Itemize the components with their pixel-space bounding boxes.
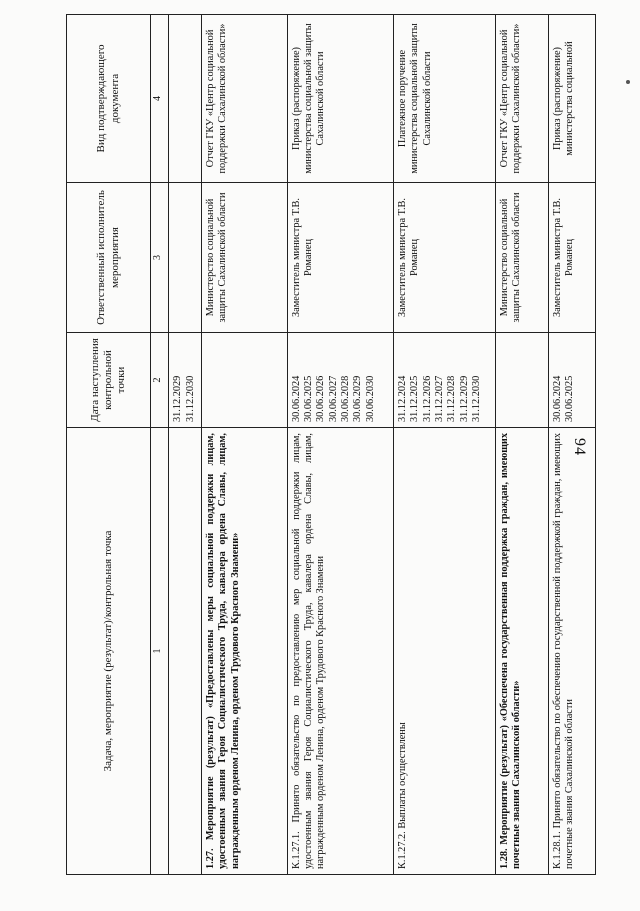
- table-row: [393, 15, 495, 875]
- dates-cell: [287, 333, 393, 428]
- table-row: [495, 15, 548, 875]
- header-task: Задача, мероприятие (результат)/контрольная точка: [67, 428, 151, 875]
- control-points-table: [66, 14, 596, 875]
- task-cell: 1.27. Мероприятие (результат) «Предоставлены меры социальной поддержки лицам, удостоенным звания Героя Социалистического Труда, кавалера ордена Славы, лицам, награжденным орденом Ленина, орденом Трудового Красного Знамени»: [202, 428, 288, 875]
- task-cell: К.1.27.2. Выплаты осуществлены: [393, 428, 495, 875]
- dates-cell: [202, 333, 288, 428]
- date-value: 30.06.2025: [303, 375, 315, 422]
- executor-cell: Заместитель министра Т.В. Романец: [549, 183, 596, 333]
- date-value: 30.06.2024: [552, 375, 563, 422]
- date-value: 30.06.2028: [340, 375, 352, 422]
- date-value: 31.12.2027: [433, 375, 445, 422]
- date-value: 30.06.2026: [315, 375, 327, 422]
- date-value: 30.06.2029: [352, 375, 364, 422]
- date-value: 31.12.2025: [409, 375, 421, 422]
- executor-cell: [169, 183, 202, 333]
- executor-cell: Министерство социальной защиты Сахалинской области: [202, 183, 288, 333]
- date-value: 31.12.2029: [172, 375, 184, 422]
- task-cell: К.1.27.1. Принято обязательство по предоставлению мер социальной поддержки лицам, удостоенным звания Героя Социалистического Труда, кавалера ордена Славы, лицам, награжденным орденом Ленина, орденом Трудового Красного Знамени: [287, 428, 393, 875]
- dates-cell: [549, 333, 596, 428]
- table-header-row: [67, 15, 151, 875]
- document-cell: [169, 15, 202, 183]
- column-number-row: [151, 15, 169, 875]
- date-value: 31.12.2028: [446, 375, 458, 422]
- date-value: 30.06.2030: [364, 375, 376, 422]
- rotated-table-container: [66, 15, 596, 875]
- date-value: 30.06.2027: [327, 375, 339, 422]
- header-date: Дата наступления контрольной точки: [67, 333, 151, 428]
- dates-cell: [169, 333, 202, 428]
- table-row: [169, 15, 202, 875]
- dates-cell: [393, 333, 495, 428]
- task-cell: К.1.28.1. Принято обязательство по обеспечению государственной поддержкой граждан, имеющих почетные звания Сахалинской области: [549, 428, 596, 875]
- date-value: 31.12.2029: [458, 375, 470, 422]
- date-value: 31.12.2030: [184, 375, 196, 422]
- date-value: 31.12.2024: [396, 375, 408, 422]
- document-cell: Отчет ГКУ «Центр социальной поддержки Сахалинской области»: [495, 15, 548, 183]
- scan-artifact-dot: [626, 80, 630, 84]
- column-number-3: 3: [151, 183, 169, 333]
- date-value: 30.06.2025: [564, 375, 576, 422]
- executor-cell: Заместитель министра Т.В. Романец: [287, 183, 393, 333]
- header-executor: Ответственный исполнитель мероприятия: [67, 183, 151, 333]
- executor-cell: Заместитель министра Т.В. Романец: [393, 183, 495, 333]
- document-cell: Приказ (распоряжение) министерства социальной: [549, 15, 596, 183]
- document-cell: Приказ (распоряжение) министерства социальной защиты Сахалинской области: [287, 15, 393, 183]
- header-document: Вид подтверждающего документа: [67, 15, 151, 183]
- table-row: [287, 15, 393, 875]
- document-cell: Платежное поручение министерства социальной защиты Сахалинской области: [393, 15, 495, 183]
- table-row: [549, 15, 596, 875]
- column-number-4: 4: [151, 15, 169, 183]
- date-value: 30.06.2024: [290, 375, 302, 422]
- task-cell: [169, 428, 202, 875]
- executor-cell: Министерство социальной защиты Сахалинской области: [495, 183, 548, 333]
- task-cell: 1.28. Мероприятие (результат) «Обеспечена государственная поддержка граждан, имеющих почетные звания Сахалинской области»: [495, 428, 548, 875]
- column-number-2: 2: [151, 333, 169, 428]
- date-value: 31.12.2026: [421, 375, 433, 422]
- dates-cell: [495, 333, 548, 428]
- date-value: 31.12.2030: [470, 375, 482, 422]
- column-number-1: 1: [151, 428, 169, 875]
- page-number: 94: [571, 438, 588, 456]
- document-cell: Отчет ГКУ «Центр социальной поддержки Сахалинской области»: [202, 15, 288, 183]
- table-row: [202, 15, 288, 875]
